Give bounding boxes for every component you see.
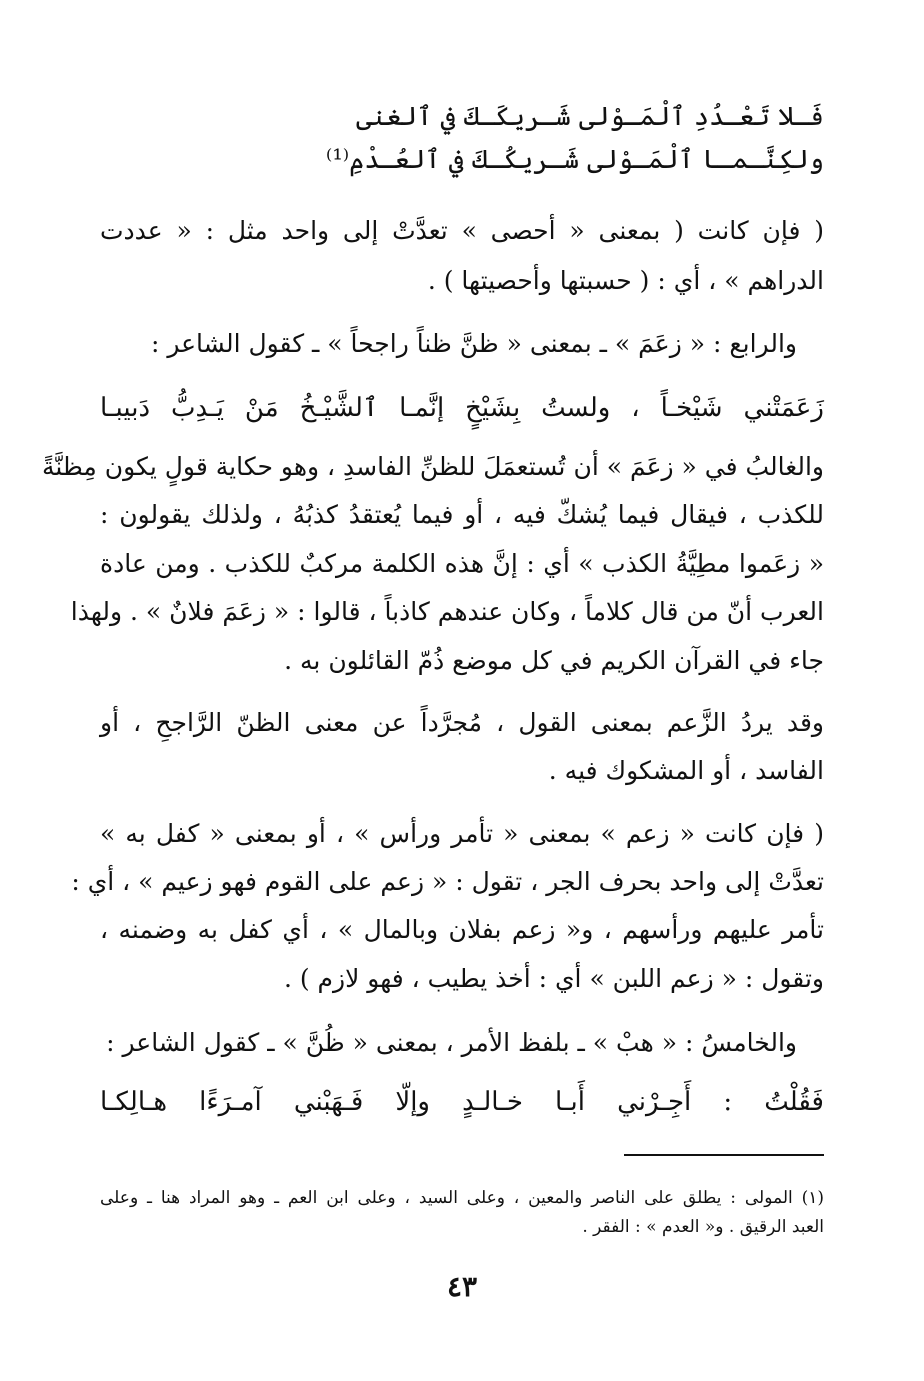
text-line: وتقول : « زعم اللبن » أي : أخذ يطيب ، فهو لازم ) . (283, 964, 824, 993)
text-line: ( فإن كانت ( بمعنى « أحصى » تعدَّتْ إلى واحد مثل : « عددت (100, 216, 824, 245)
verse-line: فَقُلْتُ : أَجِـرْني أَبـا خـالـدٍ وإلّا فَـهَبْني آمـرَءًا هـالِكـا (100, 1087, 824, 1117)
footnote-line: العبد الرقيق . و« العدم » : الفقر . (582, 1217, 824, 1237)
text-line: « زعَموا مطِيَّةُ الكذب » أي : إنَّ هذه الكلمة مركبٌ للكذب . ومن عادة (100, 549, 824, 578)
page-number: ٤٣ (446, 1270, 478, 1303)
text-line: للكذب ، فيقال فيما يُشكّ فيه ، أو فيما يُعتقدُ كذبُهُ ، ولذلك يقولون : (100, 500, 824, 529)
verse-line: ولكِنَّـمـا ٱلْمَـوْلى شَـريكُـكَ في ٱلعُـدْمِ⁽¹⁾ (325, 145, 824, 175)
text-line: تأمر عليهم ورأسهم ، و« زعم بفلان وبالمال » ، أي كفل به وضمنه ، (100, 915, 824, 944)
text-line: تعدَّتْ إلى واحد بحرف الجر ، تقول : « زعم على القوم فهو زعيم » ، أي : (71, 867, 824, 896)
text-line: وقد يردُ الزَّعم بمعنى القول ، مُجرَّداً عن معنى الظنّ الرَّاجحِ ، أو (100, 708, 824, 737)
verse-line: زَعَمَتْني شَيْخـاً ، ولستُ بِشَيْخٍ إنَّمـا ٱلشَّيْـخُ مَنْ يَـدِبُّ دَبيبـا (100, 393, 824, 423)
text-line: والغالبُ في « زعَمَ » أن تُستعمَلَ للظنِّ الفاسدِ ، وهو حكاية قولٍ يكون مِظنَّةً (41, 452, 824, 481)
text-line: ( فإن كانت « زعم » بمعنى « تأمر ورأس » ، أو بمعنى « كفل به » (100, 819, 824, 848)
text-line: الدراهم » ، أي : ( حسبتها وأحصيتها ) . (427, 266, 824, 295)
footnote-divider (624, 1154, 824, 1156)
text-line: والخامسُ : « هبْ » ـ بلفظ الأمر ، بمعنى « ظُنَّ » ـ كقول الشاعر : (106, 1028, 797, 1057)
text-line: الفاسد ، أو المشكوك فيه . (548, 756, 824, 785)
text-line: جاء في القرآن الكريم في كل موضع ذُمّ القائلون به . (284, 646, 824, 675)
footnote-line: (١) المولى : يطلق على الناصر والمعين ، وعلى السيد ، وعلى ابن العم ـ وهو المراد هنا ـ وعلى (100, 1188, 824, 1208)
text-line: العرب أنّ من قال كلاماً ، وكان عندهم كاذباً ، قالوا : « زعَمَ فلانٌ » . ولهذا (70, 597, 824, 626)
text-line: والرابع : « زعَمَ » ـ بمعنى « ظنَّ ظناً راجحاً » ـ كقول الشاعر : (150, 329, 797, 358)
verse-line: فَـلا تَعْـدُدِ ٱلْمَـوْلى شَـريكَـكَ في ٱلغنى (356, 102, 824, 132)
